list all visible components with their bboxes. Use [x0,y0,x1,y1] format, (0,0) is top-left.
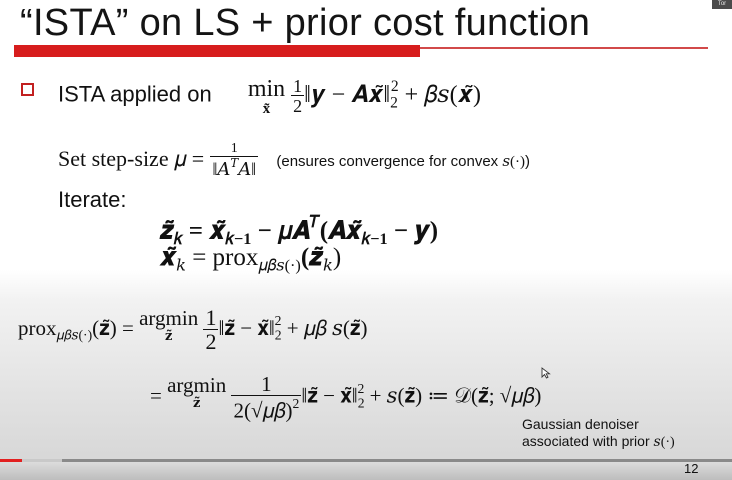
mouse-cursor-icon [541,367,551,379]
stepsize-line [58,142,530,178]
argmin-operator-2: argmin 𝐳̃ [167,373,227,411]
inverse-variance-fraction: $\frac{1}{2(√𝜇𝛽)^2}$ [233,372,300,423]
update-z-equation: $𝒛̃_𝑘$ = $𝒙̃_{𝑘-1}$ − $𝜇𝑨^𝑇(𝑨𝒙̃_{𝑘-1}$ − 𝒚) [160,213,439,249]
iterate-label: Iterate: [58,187,127,212]
prox-half-fraction: $\frac{1}{2}$ [205,305,217,354]
update-x-equation: $𝒙̃_𝑘$ = $prox_{𝜇𝛽𝑠(\cdot)}(𝒛̃_𝑘)$ [160,244,342,275]
ista-bullet [58,77,481,118]
convergence-note: (ensures convergence for convex 𝑠(·)) [276,152,531,170]
stepsize-fraction: $\frac{1}{‖𝐴^𝑇𝐴‖}$ [212,141,257,180]
objective-formula: min x̃ $\frac{1}{2}$ ‖𝒚 − $𝑨𝒙̃‖_2^2$ + 𝛽𝑠(𝒙̃) [247,76,481,118]
prox-definition: prox$_{𝜇𝛽𝑠(\cdot)}$(𝐳̃) = argmin 𝐳̃ $\frac{1}{2}$ ‖𝐳̃ − $𝐱̃‖_2^2$ + 𝜇𝛽 𝑠(𝐳̃) [18,305,368,354]
video-controls-bar [0,462,732,480]
square-bullet-icon [21,83,34,96]
half-fraction: $\frac{1}{2}$ [293,76,303,116]
prox-denoiser-equation: = argmin 𝐳̃ $\frac{1}{2(√𝜇𝛽)^2}$ ‖𝐳̃ − $𝐱̃‖_2^2$ + 𝑠(𝐳̃) ≔ 𝒟(𝐳̃; √𝜇𝛽) [150,372,542,423]
min-operator: min x̃ [247,76,286,118]
stepsize-label: Set step-size 𝜇 = [58,145,205,171]
title-accent-bar [14,45,420,57]
denoiser-caption: Gaussian denoiser associated with prior 𝑠(·) [522,416,675,450]
argmin-operator: argmin 𝐳̃ [139,306,199,344]
ista-lead: ISTA applied on [58,81,212,107]
page-number: 12 [684,461,699,476]
corner-badge: Tor [712,0,732,9]
slide-title: “ISTA” on LS + prior cost function [20,2,591,44]
